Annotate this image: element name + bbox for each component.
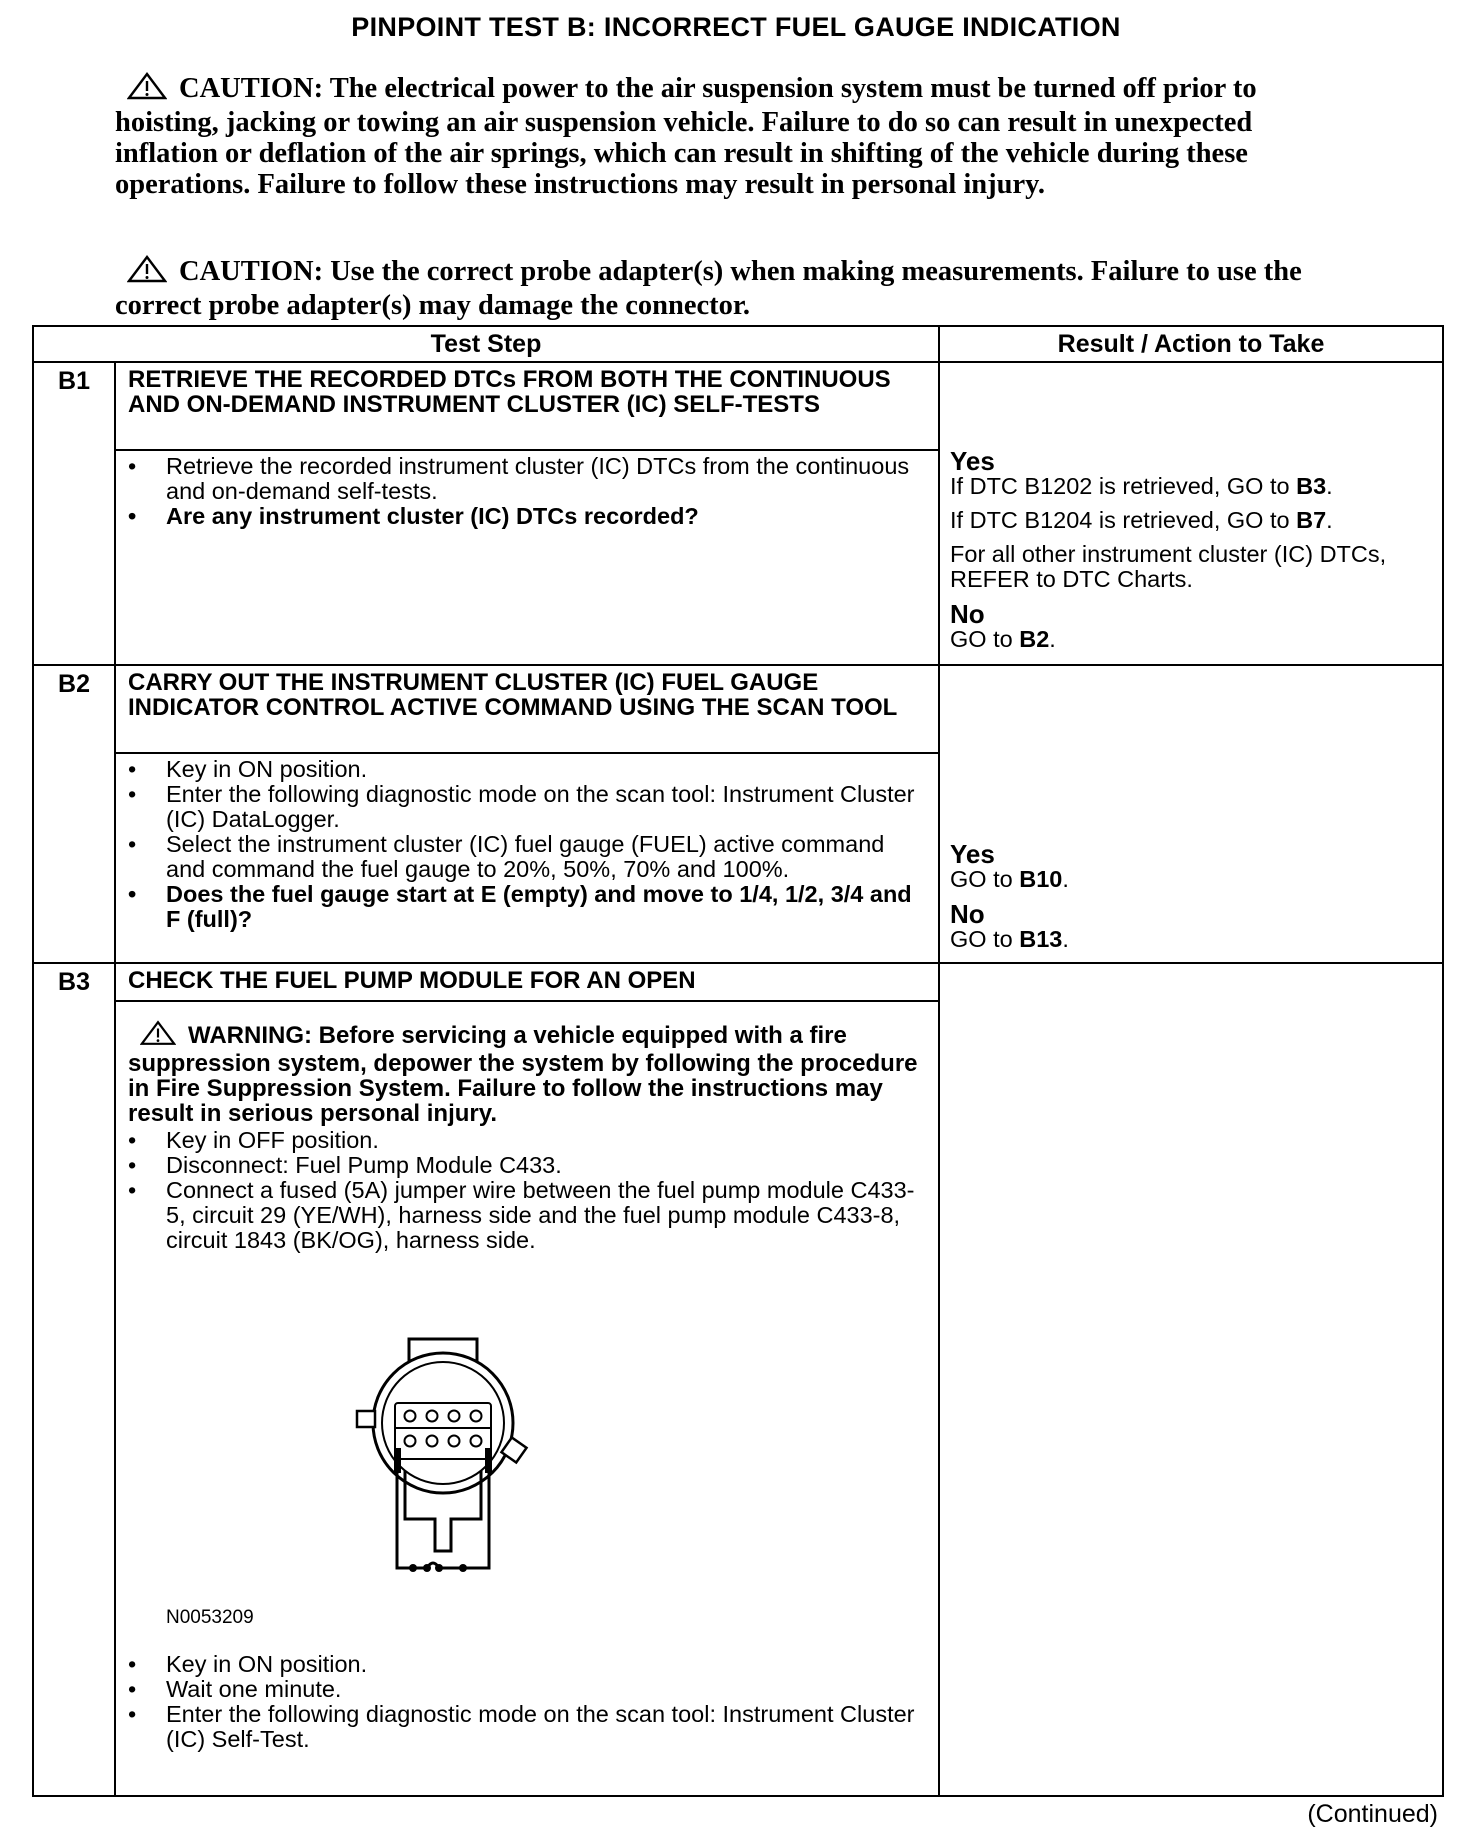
list-item: • Wait one minute. <box>128 1677 928 1702</box>
result-b1: Yes If DTC B1202 is retrieved, GO to B3. If DTC B1204 is retrieved, GO to B7. For all other instrument cluster (IC) DTCs, REFER to DTC Charts. No GO to B2. <box>939 362 1443 665</box>
list-item: • Key in ON position. <box>128 1652 928 1677</box>
result-text: GO to <box>950 626 1020 652</box>
step-id-b1: B1 <box>33 362 115 665</box>
result-b2: Yes GO to B10. No GO to B13. <box>939 665 1443 963</box>
caution-air-suspension <box>115 72 1355 200</box>
warning-text: WARNING: Before servicing a vehicle equipped with a fire suppression system, depower the system by following the procedure in Fire Suppression System. Failure to follow the instructions may result in serious personal injury. <box>128 1022 918 1127</box>
result-b3 <box>939 963 1443 1796</box>
figure-id: N0053209 <box>166 1607 254 1628</box>
caution-text: CAUTION: Use the correct probe adapter(s) when making measurements. Failure to use the correct probe adapter(s) may damage the connector. <box>115 256 1302 321</box>
step-id-b3: B3 <box>33 963 115 1796</box>
warning-fire-suppression <box>128 1020 928 1126</box>
result-no-label: No <box>950 599 985 629</box>
step-title-b2: CARRY OUT THE INSTRUMENT CLUSTER (IC) FUEL GAUGE INDICATOR CONTROL ACTIVE COMMAND USING THE SCAN TOOL <box>115 665 939 753</box>
goto-b3-link[interactable]: B3 <box>1296 473 1327 499</box>
result-text: GO to <box>950 866 1020 892</box>
step-b1-title-row <box>33 362 1443 450</box>
result-yes-label: Yes <box>950 839 995 869</box>
pinpoint-test-table <box>32 325 1444 1797</box>
step-question: • Are any instrument cluster (IC) DTCs recorded? <box>128 504 928 529</box>
step-body-b1 <box>115 450 939 665</box>
step-title-b1: RETRIEVE THE RECORDED DTCs FROM BOTH THE CONTINUOUS AND ON-DEMAND INSTRUMENT CLUSTER (IC) SELF-TESTS <box>115 362 939 450</box>
list-item: • Disconnect: Fuel Pump Module C433. <box>128 1153 928 1178</box>
caution-text: CAUTION: The electrical power to the air suspension system must be turned off prior to hoisting, jacking or towing an air suspension vehicle. Failure to do so can result in unexpected inflation or deflation of the air springs, which can result in shifting of the vehicle during these operations. Failure to follow these instructions may result in personal injury. <box>115 73 1257 200</box>
page-title: PINPOINT TEST B: INCORRECT FUEL GAUGE INDICATION <box>351 12 1121 42</box>
step-body-b2 <box>115 753 939 963</box>
list-item: • Connect a fused (5A) jumper wire between the fuel pump module C433-5, circuit 29 (YE/WH), harness side and the fuel pump module C433-8, circuit 1843 (BK/OG), harness side. <box>128 1178 928 1253</box>
step-title-b3: CHECK THE FUEL PUMP MODULE FOR AN OPEN <box>115 963 939 1001</box>
list-item: • Select the instrument cluster (IC) fuel gauge (FUEL) active command and command the fuel gauge to 20%, 50%, 70% and 100%. <box>128 832 928 882</box>
step-body-b3 <box>115 1001 939 1796</box>
connector-figure <box>128 1253 928 1648</box>
result-text: For all other instrument cluster (IC) DTCs, REFER to DTC Charts. <box>950 541 1387 592</box>
connector-diagram <box>343 1333 543 1583</box>
goto-b2-link[interactable]: B2 <box>1019 626 1050 652</box>
warning-triangle-icon <box>140 1020 176 1051</box>
header-test-step: Test Step <box>33 326 939 362</box>
step-b3-title-row <box>33 963 1443 1001</box>
list-item: • Key in ON position. <box>128 757 928 782</box>
goto-b13-link[interactable]: B13 <box>1019 926 1063 952</box>
result-text: GO to <box>950 926 1020 952</box>
goto-b10-link[interactable]: B10 <box>1019 866 1063 892</box>
list-item: • Enter the following diagnostic mode on the scan tool: Instrument Cluster (IC) Self-Test. <box>128 1702 928 1752</box>
step-b2-title-row <box>33 665 1443 753</box>
warning-triangle-icon <box>127 72 167 107</box>
goto-b7-link[interactable]: B7 <box>1296 507 1327 533</box>
step-id-b2: B2 <box>33 665 115 963</box>
result-yes-label: Yes <box>950 446 995 476</box>
caution-probe-adapter <box>115 255 1355 321</box>
warning-triangle-icon <box>127 255 167 290</box>
result-no-label: No <box>950 899 985 929</box>
step-question: • Does the fuel gauge start at E (empty) and move to 1/4, 1/2, 3/4 and F (full)? <box>128 882 928 932</box>
result-text: If DTC B1204 is retrieved, GO to <box>950 507 1297 533</box>
list-item: • Retrieve the recorded instrument cluster (IC) DTCs from the continuous and on-demand self-tests. <box>128 454 928 504</box>
header-result: Result / Action to Take <box>939 326 1443 362</box>
result-text: If DTC B1202 is retrieved, GO to <box>950 473 1297 499</box>
list-item: • Enter the following diagnostic mode on the scan tool: Instrument Cluster (IC) DataLogger. <box>128 782 928 832</box>
table-header-row <box>33 326 1443 362</box>
list-item: • Key in OFF position. <box>128 1128 928 1153</box>
continued-label: (Continued) <box>1307 1800 1438 1828</box>
